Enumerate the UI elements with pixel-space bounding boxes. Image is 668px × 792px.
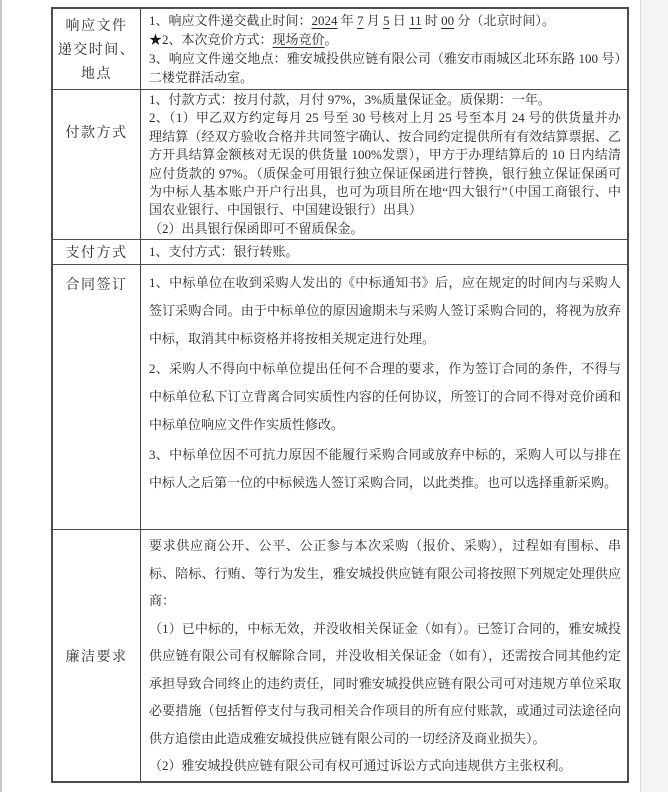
label-line: 递交时间、	[57, 43, 136, 58]
table-row-submission	[53, 9, 627, 90]
text-segment: 日	[389, 13, 410, 28]
row-content-payment-terms	[141, 90, 627, 239]
table-row-payment-terms	[53, 90, 627, 240]
deadline-minute: 00	[441, 13, 455, 28]
row-content-integrity	[141, 530, 627, 781]
label-line: 付款方式	[65, 126, 128, 141]
text-segment: 年	[337, 13, 358, 28]
row-label-contract	[53, 265, 141, 529]
label-line: 支付方式	[65, 246, 128, 261]
scan-edge-left	[0, 0, 2, 792]
text-segment: 时	[421, 13, 442, 28]
row-label-pay-method	[53, 240, 141, 264]
integrity-para-1: 要求供应商公开、公平、公正参与本次采购（报价、采购），过程如有围标、串标、陪标、行贿、等行为发生，雅安城投供应链有限公司将按照下列规定处理供应商：	[149, 538, 621, 608]
row-label-submission	[53, 9, 141, 89]
text-segment: 1、响应文件递交截止时间：	[149, 13, 312, 28]
table-row-integrity	[53, 530, 627, 781]
row-content-contract	[141, 265, 627, 529]
integrity-para-3: （2）雅安城投供应链有限公司有权可通过诉讼方式向违规供方主张权利。	[149, 758, 572, 773]
table-row-contract	[53, 265, 627, 530]
row-label-payment-terms	[53, 90, 141, 239]
payment-terms-para-2: 2、（1）甲乙双方约定每月 25 号至 30 号核对上月 25 号至本月 24 号的供货量并办理结算（经双方验收合格并共同签字确认、按合同约定提供所有有效结算票据、乙方开具结算金额核对无误的供货量 100%发票），甲方于办理结算后的 10 日内结清应付货款的 97%。（质保金可用银行独立保证保函进行替换，银行独立保证保函可为中标人基本账户开户行出具，也可为项目所在地“四大银行”（中国工商银行、中国农业银行、中国银行、中国建设银行）出具）	[149, 110, 621, 218]
scan-edge-right	[640, 0, 668, 792]
deadline-year: 2024	[311, 13, 338, 28]
star-icon: ★	[149, 32, 163, 47]
requirements-table	[51, 7, 629, 783]
contract-para-2: 2、采购人不得向中标单位提出任何不合理的要求，作为签订合同的条件，不得与中标单位私下订立背离合同实质性内容的任何协议，所签订的合同不得对竞价函和中标单位响应文件作实质性修改。	[149, 361, 621, 432]
payment-terms-para-1: 1、付款方式：按月付款，月付 97%，3%质量保证金。质保期：一年。	[149, 92, 551, 107]
label-line: 合同签订	[65, 278, 128, 293]
label-line: 响应文件	[65, 19, 128, 34]
text-segment: 。	[324, 32, 338, 47]
submission-location-item: 3、响应文件递交地点：雅安城投供应链有限公司（雅安市雨城区北环东路 100 号）二楼党群活动室。	[149, 51, 621, 85]
row-content-pay-method	[141, 240, 627, 264]
pay-method-para-1: 1、支付方式：银行转账。	[149, 244, 299, 259]
row-label-integrity	[53, 530, 141, 781]
text-segment: 月	[363, 13, 384, 28]
integrity-para-2: （1）已中标的，中标无效，并没收相关保证金（如有）。已签订合同的，雅安城投供应链有限公司有权解除合同，并没收相关保证金（如有），还需按合同其他约定承担导致合同终止的违约责任，同时雅安城投供应链有限公司可对违规方单位采取必要措施（包括暂停支付与我司相关合作项目的所有应付账款，或通过司法途径向供方追偿由此造成雅安城投供应链有限公司的一切经济及商业损失）。	[149, 620, 621, 746]
deadline-hour: 11	[409, 13, 422, 28]
bid-method-value: 现场竞价	[272, 32, 325, 47]
deadline-month: 7	[357, 13, 364, 28]
submission-deadline-item	[149, 11, 621, 30]
payment-terms-para-3: （2）出具银行保函即可不留质保金。	[149, 220, 364, 236]
deadline-day: 5	[383, 13, 390, 28]
row-content-submission	[141, 9, 627, 89]
text-segment: 2、本次竞价方式：	[162, 32, 273, 47]
bid-method-item	[149, 30, 621, 49]
contract-para-3: 3、中标单位因不可抗力原因不能履行采购合同或放弃中标的，采购人可以与排在中标人之后第一位的中标候选人签订采购合同，以此类推。也可以选择重新采购。	[149, 447, 621, 490]
label-line: 廉洁要求	[65, 649, 128, 665]
text-segment: 分（北京时间）。	[454, 13, 555, 28]
contract-para-1: 1、中标单位在收到采购人发出的《中标通知书》后，应在规定的时间内与采购人签订采购合同。由于中标单位的原因逾期未与采购人签订采购合同的，将视为放弃中标，取消其中标资格并将按相关规定进行处理。	[149, 275, 621, 346]
table-row-pay-method	[53, 240, 627, 265]
label-line: 地点	[81, 67, 112, 82]
